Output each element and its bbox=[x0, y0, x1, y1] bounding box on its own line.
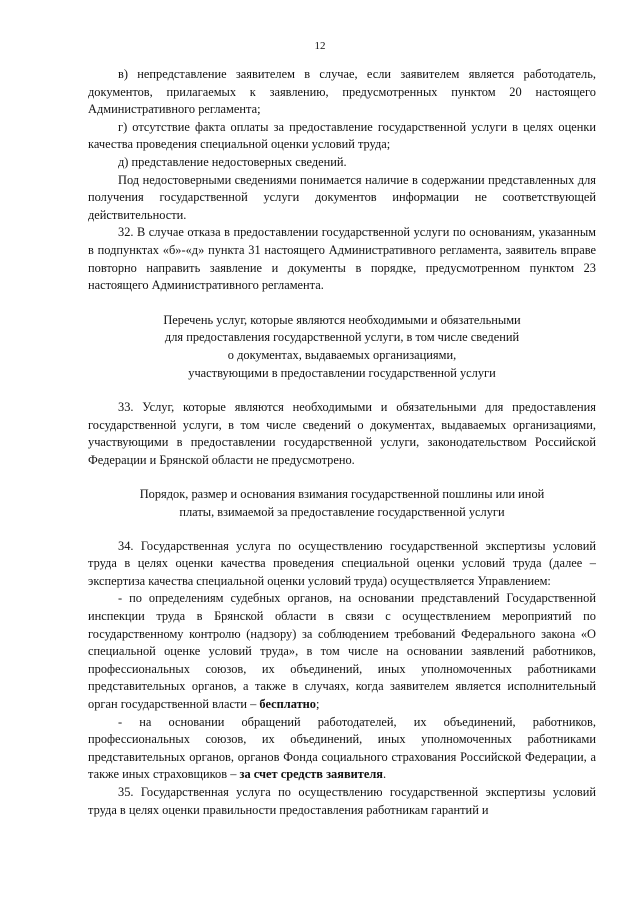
heading-line: участвующими в предоставлении государственной услуги bbox=[188, 365, 496, 380]
bullet-paid: - на основании обращений работодателей, их объединений, работников, профессиональных союзов, их объединений, иных уполномоченных работниками представительных органов, органов Фонда социального страхования Российской Федерации, а также иных страховщиков – за счет средств заявителя. bbox=[88, 714, 596, 782]
paragraph-35: 35. Государственная услуга по осуществлению государственной экспертизы условий труда в целях оценки правильности предоставления работникам гарантий и bbox=[88, 784, 596, 817]
bold-free: бесплатно bbox=[259, 697, 316, 711]
heading-line: Перечень услуг, которые являются необходимыми и обязательными bbox=[163, 312, 521, 327]
page-number: 12 bbox=[314, 40, 326, 52]
heading-line: платы, взимаемой за предоставление государственной услуги bbox=[179, 505, 505, 520]
paragraph-definition: Под недостоверными сведениями понимается наличие в содержании представленных для получения государственной услуги документов информации не соответствующей действительности. bbox=[88, 172, 596, 222]
section-heading-fees bbox=[88, 486, 596, 521]
heading-line: Порядок, размер и основания взимания государственной пошлины или иной bbox=[139, 487, 545, 502]
heading-line: для предоставления государственной услуги, в том числе сведений bbox=[164, 330, 520, 345]
section-heading-services bbox=[88, 312, 596, 382]
item-v: в) непредставление заявителем в случае, если заявителем является работодатель, документов, прилагаемых к заявлению, предусмотренных пунктом 20 настоящего Административного регламента; bbox=[88, 67, 596, 117]
paragraph-33: 33. Услуг, которые являются необходимыми и обязательными для предоставления государственной услуги, в том числе сведений о документах, выдаваемых организациями, участвующими в предоставлении государственной услуги, законодательством Российской Федерации и Брянской области не предусмотрено. bbox=[88, 400, 596, 467]
paragraph-32: 32. В случае отказа в предоставлении государственной услуги по основаниям, указанным в подпунктах «б»-«д» пункта 31 настоящего Административного регламента, заявитель вправе повторно направить заявление и документы в порядке, предусмотренном пунктом 23 настоящего Административного регламента. bbox=[88, 225, 596, 293]
paragraph-34: 34. Государственная услуга по осуществлению государственной экспертизы условий труда в целях оценки качества проведения специальной оценки условий труда (далее – экспертиза качества специальной оценки условий труда) осуществляется Управлением: bbox=[88, 538, 596, 588]
document-body bbox=[88, 66, 596, 819]
item-g: г) отсутствие факта оплаты за предоставление государственной услуги в целях оценки качества проведения специальной оценки условий труда; bbox=[88, 119, 596, 152]
item-d: д) представление недостоверных сведений. bbox=[118, 154, 347, 169]
heading-line: о документах, выдаваемых организациями, bbox=[227, 347, 457, 362]
bullet-free: - по определениям судебных органов, на основании представлений Государственной инспекции труда в Брянской области в связи с осуществлением мероприятий по государственному контролю (надзору) за соблюдением требований Федерального закона «О специальной оценке условий труда», в том числе на основании заявлений работников, профессиональных союзов, их объединений, иных уполномоченных работниками представительных органов, а также в случаях, когда заявителем является исполнительный орган государственной власти – бесплатно; bbox=[88, 591, 596, 711]
bold-paid: за счет средств заявителя bbox=[239, 767, 384, 782]
